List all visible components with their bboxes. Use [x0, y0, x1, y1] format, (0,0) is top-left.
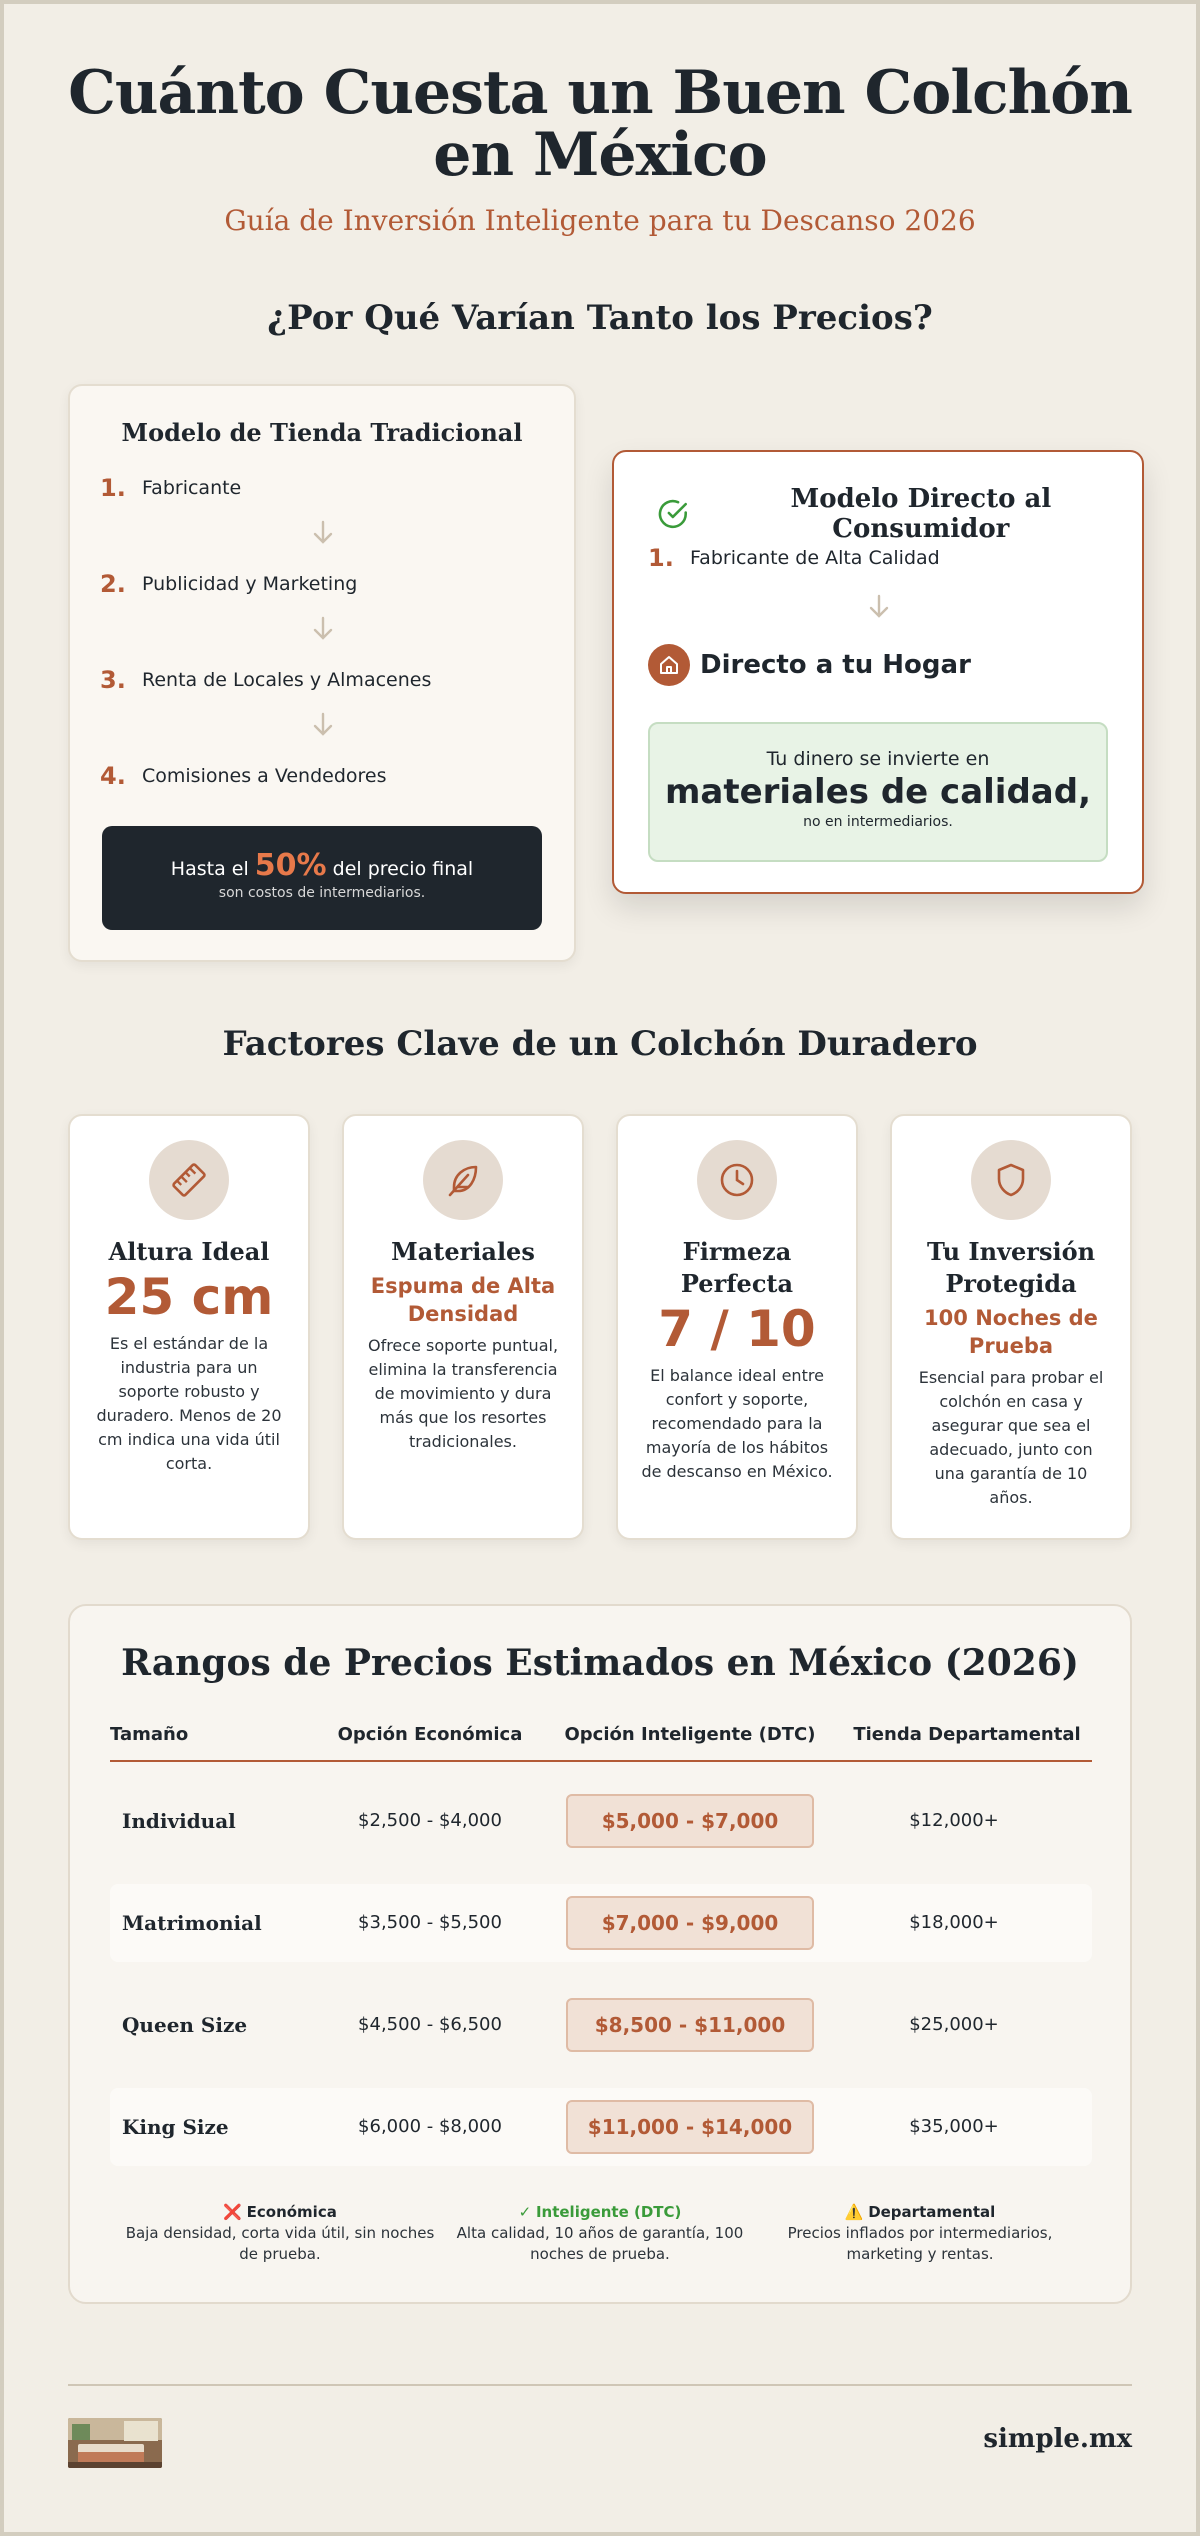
- note-line-3: no en intermediarios.: [803, 814, 953, 830]
- factor-title: Tu Inversión Protegida: [926, 1237, 1096, 1298]
- intermediary-cost-note: [102, 826, 542, 930]
- factor-title: Firmeza Perfecta: [680, 1237, 794, 1298]
- legend-department: [760, 2202, 1080, 2265]
- row-size: King Size: [122, 2115, 229, 2139]
- column-header-department: Tienda Departamental: [853, 1724, 1081, 1745]
- arrow-down-icon: [308, 710, 338, 740]
- traditional-step: [100, 468, 241, 508]
- why-section-title: ¿Por Qué Varían Tanto los Precios?: [267, 298, 933, 338]
- traditional-model-card: [68, 384, 576, 962]
- traditional-model-title: Modelo de Tienda Tradicional: [121, 418, 523, 447]
- row-department-price: $12,000+: [909, 1810, 999, 1831]
- header-divider: [110, 1760, 1092, 1762]
- step-number: 3.: [100, 666, 126, 694]
- check-circle-icon: [656, 497, 690, 531]
- factor-highlight: 25 cm: [104, 1268, 274, 1326]
- factor-card-materials: [342, 1114, 584, 1540]
- table-row: [110, 2088, 1092, 2166]
- price-ranges-section: [68, 1604, 1132, 2304]
- direct-step: [648, 538, 940, 578]
- row-department-price: $25,000+: [909, 2014, 999, 2035]
- clock-icon: [697, 1140, 777, 1220]
- row-economic-price: $6,000 - $8,000: [358, 2116, 502, 2137]
- table-row: [110, 1884, 1092, 1962]
- factor-highlight: 7 / 10: [658, 1300, 816, 1358]
- column-header-size: Tamaño: [110, 1724, 189, 1745]
- factor-card-height: [68, 1114, 310, 1540]
- factors-section-title: Factores Clave de un Colchón Duradero: [222, 1024, 978, 1064]
- column-header-economic: Opción Económica: [337, 1724, 523, 1745]
- arrow-down-icon: [308, 614, 338, 644]
- note-suffix: del precio final: [332, 858, 474, 880]
- note-percent: 50%: [254, 848, 327, 883]
- step-number: 1.: [100, 474, 126, 502]
- arrow-down-icon: [864, 592, 894, 622]
- step-number: 4.: [100, 762, 126, 790]
- brand-logo[interactable]: simple.mx: [983, 2424, 1132, 2454]
- page-title: Cuánto Cuesta un Buen Colchón en México: [68, 58, 1132, 190]
- row-smart-price: $7,000 - $9,000: [566, 1896, 814, 1950]
- factor-description: Ofrece soporte puntual, elimina la transferencia de movimiento y dura más que los resortes tradicionales.: [367, 1336, 559, 1451]
- note-line-1: Tu dinero se invierte en: [766, 748, 990, 770]
- legend-text: Alta calidad, 10 años de garantía, 100 noches de prueba.: [456, 2224, 744, 2263]
- factor-description: El balance ideal entre confort y soporte, recomendado para la mayoría de los hábitos de descanso en México.: [641, 1366, 833, 1481]
- home-label: Directo a tu Hogar: [700, 650, 971, 680]
- note-subtext: son costos de intermediarios.: [218, 885, 426, 901]
- legend-text: Baja densidad, corta vida útil, sin noches de prueba.: [125, 2224, 435, 2263]
- row-size: Individual: [122, 1809, 236, 1833]
- row-smart-price: $8,500 - $11,000: [566, 1998, 814, 2052]
- page-subtitle: Guía de Inversión Inteligente para tu Descanso 2026: [224, 204, 976, 237]
- footer-divider: [68, 2384, 1132, 2386]
- traditional-step: [100, 756, 387, 796]
- bedroom-thumbnail: [68, 2418, 162, 2468]
- column-header-smart: Opción Inteligente (DTC): [564, 1724, 816, 1745]
- row-department-price: $18,000+: [909, 1912, 999, 1933]
- table-row: [110, 1782, 1092, 1860]
- row-economic-price: $4,500 - $6,500: [358, 2014, 502, 2035]
- row-department-price: $35,000+: [909, 2116, 999, 2137]
- row-economic-price: $3,500 - $5,500: [358, 1912, 502, 1933]
- traditional-step: [100, 564, 357, 604]
- shield-icon: [971, 1140, 1051, 1220]
- cross-icon: ❌: [223, 2203, 242, 2221]
- legend-text: Precios inflados por intermediarios, marketing y rentas.: [787, 2224, 1053, 2263]
- factor-description: Es el estándar de la industria para un soporte robusto y duradero. Menos de 20 cm indica una vida útil corta.: [96, 1334, 282, 1473]
- arrow-down-icon: [308, 518, 338, 548]
- factor-card-firmness: [616, 1114, 858, 1540]
- step-label: Renta de Locales y Almacenes: [142, 669, 432, 691]
- row-smart-price: $5,000 - $7,000: [566, 1794, 814, 1848]
- row-smart-price: $11,000 - $14,000: [566, 2100, 814, 2154]
- factor-highlight: Espuma de Alta Densidad: [370, 1274, 556, 1326]
- traditional-step: [100, 660, 431, 700]
- row-size: Matrimonial: [122, 1911, 262, 1935]
- price-section-title: Rangos de Precios Estimados en México (2026): [121, 1642, 1079, 1684]
- legend-economic: [120, 2202, 440, 2265]
- legend-label: Inteligente (DTC): [535, 2203, 682, 2221]
- step-number: 2.: [100, 570, 126, 598]
- ruler-icon: [149, 1140, 229, 1220]
- quality-investment-note: [648, 722, 1108, 862]
- step-label: Publicidad y Marketing: [142, 573, 358, 595]
- legend-smart: [440, 2202, 760, 2265]
- factor-highlight: 100 Noches de Prueba: [924, 1306, 1098, 1358]
- factor-title: Altura Ideal: [108, 1237, 270, 1266]
- step-label: Comisiones a Vendedores: [142, 765, 387, 787]
- factor-card-protection: [890, 1114, 1132, 1540]
- check-icon: ✓: [518, 2203, 532, 2221]
- factor-description: Esencial para probar el colchón en casa y asegurar que sea el adecuado, junto con una garantía de 10 años.: [918, 1368, 1104, 1507]
- feather-icon: [423, 1140, 503, 1220]
- legend-label: Departamental: [868, 2203, 996, 2221]
- home-icon: [648, 644, 690, 686]
- note-prefix: Hasta el: [170, 858, 249, 880]
- legend-label: Económica: [246, 2203, 337, 2221]
- step-label: Fabricante: [142, 477, 242, 499]
- table-row: [110, 1986, 1092, 2064]
- factor-title: Materiales: [391, 1237, 535, 1266]
- note-line-2: materiales de calidad,: [664, 772, 1091, 812]
- step-number: 1.: [648, 544, 674, 572]
- row-economic-price: $2,500 - $4,000: [358, 1810, 502, 1831]
- direct-model-title: Modelo Directo al Consumidor: [790, 484, 1052, 544]
- direct-model-card: [612, 450, 1144, 894]
- step-label: Fabricante de Alta Calidad: [690, 547, 940, 569]
- warning-icon: ⚠️: [844, 2203, 864, 2221]
- row-size: Queen Size: [122, 2013, 248, 2037]
